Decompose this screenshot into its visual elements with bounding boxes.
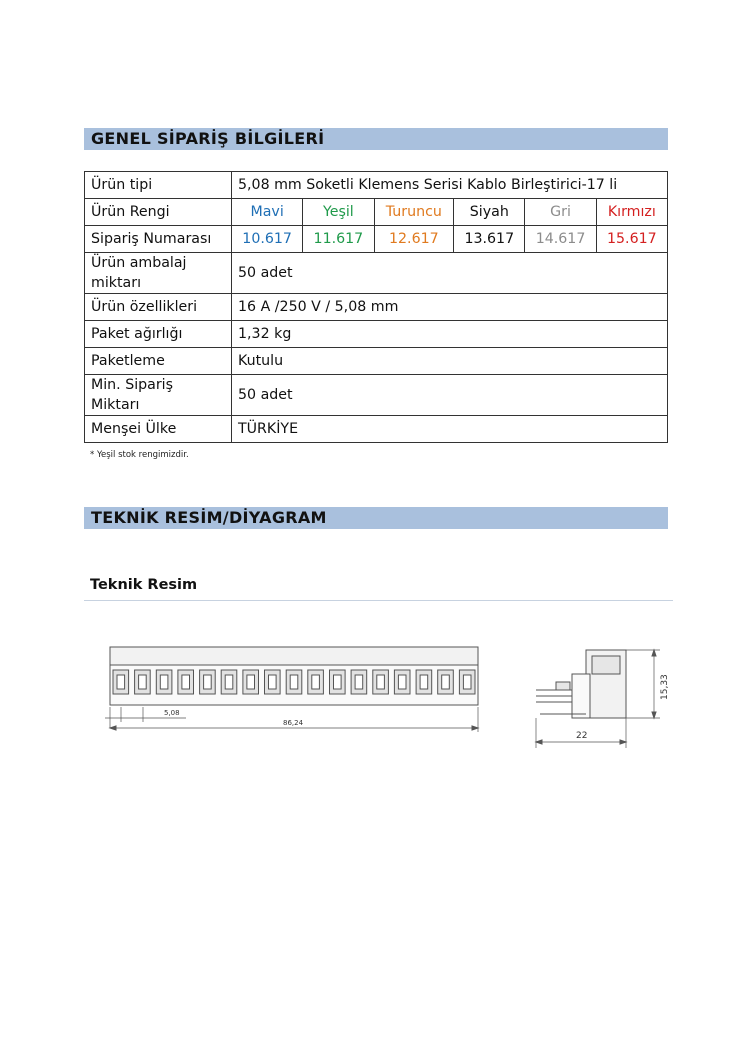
footnote: * Yeşil stok rengimizdir. — [90, 450, 189, 460]
table-row — [85, 172, 668, 199]
row-label: Ürün ambalaj miktarı — [85, 253, 232, 294]
table-row — [85, 294, 668, 321]
color-cell: Turuncu — [374, 199, 454, 226]
terminal-opening — [182, 675, 190, 689]
terminal-opening — [269, 675, 277, 689]
terminal-opening — [420, 675, 428, 689]
row-value: 16 A /250 V / 5,08 mm — [232, 294, 668, 321]
color-cell: Siyah — [454, 199, 525, 226]
terminal-opening — [463, 675, 471, 689]
color-cell: Yeşil — [303, 199, 374, 226]
table-row — [85, 253, 668, 294]
row-value: 50 adet — [232, 375, 668, 416]
row-label: Menşei Ülke — [85, 416, 232, 443]
terminal-opening — [355, 675, 363, 689]
order-number-cell: 12.617 — [374, 226, 454, 253]
row-value: 50 adet — [232, 253, 668, 294]
row-label: Ürün Rengi — [85, 199, 232, 226]
terminal-opening — [312, 675, 320, 689]
terminal-opening — [160, 675, 168, 689]
table-row — [85, 416, 668, 443]
row-value: Kutulu — [232, 348, 668, 375]
dimension-depth: 22 — [576, 731, 588, 741]
row-value: 1,32 kg — [232, 321, 668, 348]
section-header-general — [84, 128, 668, 150]
table-row — [85, 375, 668, 416]
row-label: Paketleme — [85, 348, 232, 375]
terminal-opening — [204, 675, 212, 689]
row-value: 5,08 mm Soketli Klemens Serisi Kablo Birleştirici-17 li — [232, 172, 668, 199]
dimension-height: 15,33 — [660, 674, 670, 700]
dimension-length: 86,24 — [283, 719, 304, 727]
technical-drawing — [100, 630, 670, 760]
order-info-table — [84, 171, 668, 443]
terminal-opening — [290, 675, 298, 689]
order-number-cell: 13.617 — [454, 226, 525, 253]
row-label: Ürün tipi — [85, 172, 232, 199]
table-row — [85, 226, 668, 253]
table-row — [85, 321, 668, 348]
divider — [84, 600, 673, 601]
table-row — [85, 348, 668, 375]
drawing-title: Teknik Resim — [90, 577, 198, 593]
order-number-cell: 14.617 — [525, 226, 596, 253]
color-cell: Kırmızı — [596, 199, 667, 226]
row-label: Paket ağırlığı — [85, 321, 232, 348]
section-title: TEKNİK RESİM/DİYAGRAM — [91, 508, 327, 527]
terminal-opening — [225, 675, 233, 689]
section-title: GENEL SİPARİŞ BİLGİLERİ — [91, 129, 325, 148]
terminal-opening — [398, 675, 406, 689]
table-row — [85, 199, 668, 226]
row-label: Ürün özellikleri — [85, 294, 232, 321]
terminal-opening — [442, 675, 450, 689]
order-number-cell: 10.617 — [232, 226, 303, 253]
row-value: TÜRKİYE — [232, 416, 668, 443]
order-number-cell: 15.617 — [596, 226, 667, 253]
terminal-opening — [377, 675, 385, 689]
terminal-opening — [247, 675, 255, 689]
row-label: Sipariş Numarası — [85, 226, 232, 253]
section-header-technical — [84, 507, 668, 529]
terminal-opening — [139, 675, 147, 689]
dimension-pitch: 5,08 — [164, 709, 180, 717]
color-cell: Mavi — [232, 199, 303, 226]
terminal-opening — [117, 675, 125, 689]
order-number-cell: 11.617 — [303, 226, 374, 253]
color-cell: Gri — [525, 199, 596, 226]
row-label: Min. Sipariş Miktarı — [85, 375, 232, 416]
side-view — [536, 650, 660, 748]
terminal-opening — [334, 675, 342, 689]
